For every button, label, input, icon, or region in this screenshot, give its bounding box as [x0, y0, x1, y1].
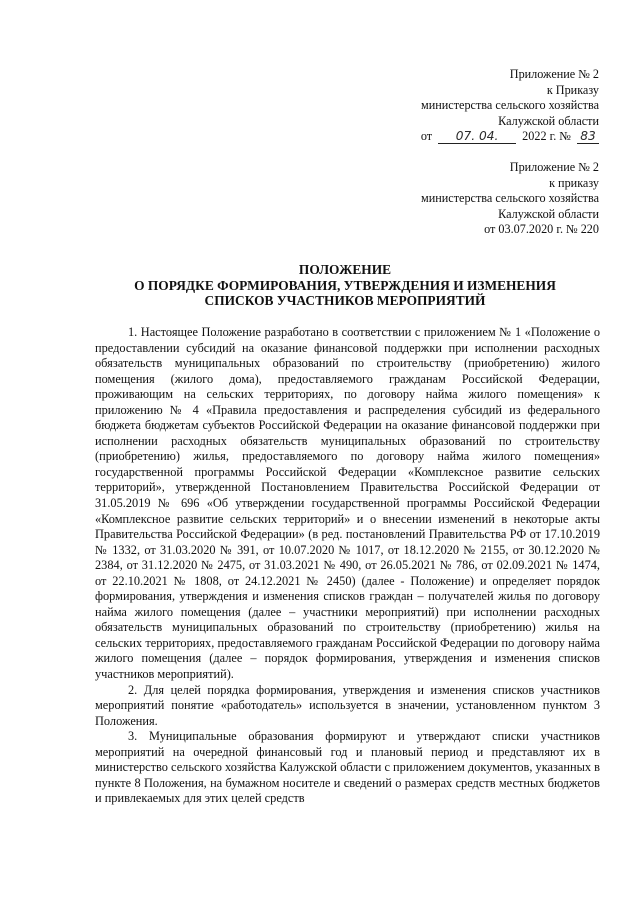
appendix-line: Калужской области [498, 113, 599, 128]
title-line: О ПОРЯДКЕ ФОРМИРОВАНИЯ, УТВЕРЖДЕНИЯ И ИЗМЕНЕНИЯ [134, 277, 556, 293]
document-body [95, 325, 600, 807]
appendix-line: Приложение № 2 [509, 160, 599, 174]
from-label: от [420, 129, 433, 144]
paragraph-3: 3. Муниципальные образования формируют и утверждают списки участников мероприятий на очередной финансовый год и плановый период и представляют их в министерство сельского хозяйства Калужской области с приложением документов, указанных в пункте 8 Положения, на бумажном носителе и сведений о размерах средств местных бюджетов и привлекаемых для этих целей средств [95, 729, 600, 806]
appendix-line: Калужской области [498, 206, 599, 221]
appendix-header-previous [421, 160, 599, 238]
handwritten-date: 07. 04. [438, 130, 516, 144]
handwritten-order-number: 83 [577, 130, 599, 144]
appendix-line: министерства сельского хозяйства [421, 98, 599, 113]
appendix-date-line [421, 129, 599, 145]
appendix-line: к приказу [549, 175, 599, 190]
appendix-line: министерства сельского хозяйства [421, 191, 599, 206]
title-line: ПОЛОЖЕНИЕ [298, 262, 392, 277]
appendix-header-current [421, 67, 599, 145]
document-title [50, 262, 639, 309]
appendix-line: Приложение № 2 [509, 67, 599, 81]
year-number-label: 2022 г. № [522, 129, 571, 144]
appendix-line: к Приказу [546, 82, 599, 97]
appendix-line: от 03.07.2020 г. № 220 [484, 222, 599, 237]
paragraph-1: 1. Настоящее Положение разработано в соответствии с приложением № 1 «Положение о предоставлении субсидий на оказание финансовой поддержки при исполнении расходных обязательств муниципальных образований по строительству (приобретению) жилого помещения (жилого дома), предоставляемого гражданам Российской Федерации, проживающим на сельских территориях, по договору найма жилого помещения» к приложению № 4 «Правила предоставления и распределения субсидий из федерального бюджета бюджетам субъектов Российской Федерации на оказание финансовой поддержки при исполнении расходных обязательств муниципальных образований по строительству (приобретению) жилья, предоставляемого по договору найма жилого помещения» государственной программы Российской Федерации «Комплексное развитие сельских территорий», утвержденной Постановлением Правительства Российской Федерации от 31.05.2019 № 696 «Об утверждении государственной программы Российской Федерации «Комплексное развитие сельских территорий» и о внесении изменений в некоторые акты Правительства Российской Федерации» (в ред. постановлений Правительства РФ от 17.10.2019 № 1332, от 31.03.2020 № 391, от 10.07.2020 № 1017, от 18.12.2020 № 2155, от 30.12.2020 № 2384, от 31.12.2020 № 2475, от 31.03.2021 № 490, от 26.05.2021 № 786, от 02.09.2021 № 1474, от 22.10.2021 № 1808, от 24.12.2021 № 2450) (далее - Положение) и определяет порядок формирования, утверждения и изменения списков граждан – получателей жилья по договору найма жилого помещения (далее – участники мероприятий) при исполнении расходных обязательств муниципальных образований по строительству (приобретению) жилья на сельских территориях, предоставляемого гражданам Российской Федерации по договору найма жилого помещения (далее – порядок формирования, утверждения и изменения списков участников мероприятий). [95, 325, 600, 682]
title-line: СПИСКОВ УЧАСТНИКОВ МЕРОПРИЯТИЙ [204, 293, 486, 309]
paragraph-2: 2. Для целей порядка формирования, утверждения и изменения списков участников мероприятий понятие «работодатель» используется в значении, установленном пунктом 3 Положения. [95, 682, 600, 728]
